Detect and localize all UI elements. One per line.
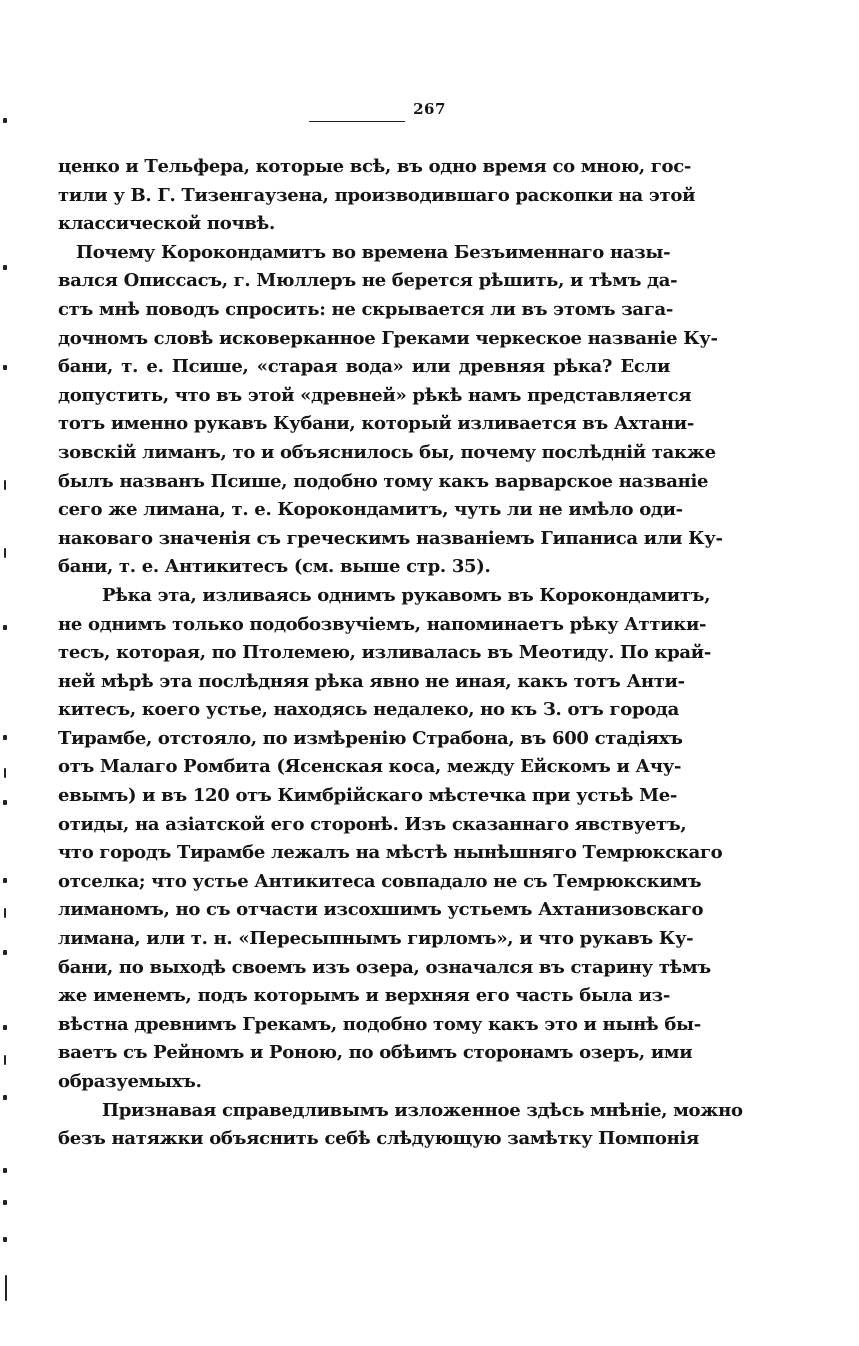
margin-speck bbox=[3, 1025, 7, 1030]
text-line: ценко и Тельфера, которые всѣ, въ одно время со мною, гос- bbox=[58, 156, 692, 177]
text-line: лимана, или т. н. «Пересыпнымъ гирломъ», и что рукавъ Ку- bbox=[58, 928, 694, 950]
margin-speck bbox=[5, 1275, 7, 1301]
text-line: Признавая справедливымъ изложенное здѣсь мнѣніе, можно bbox=[102, 1099, 743, 1121]
text-line: дочномъ словѣ исковерканное Греками черкеское названіе Ку- bbox=[58, 327, 718, 349]
text-line: ваетъ съ Рейномъ и Роною, по обѣимъ сторонамъ озеръ, ими bbox=[58, 1042, 693, 1064]
margin-speck bbox=[4, 1055, 6, 1065]
text-line: тесъ, которая, по Птолемею, изливалась въ Меотиду. По край- bbox=[58, 642, 711, 664]
text-line: тотъ именно рукавъ Кубани, который изливается въ Ахтани- bbox=[58, 413, 694, 435]
text-line: бани, т. е. Антикитесъ (см. выше стр. 35). bbox=[58, 556, 491, 578]
margin-speck bbox=[4, 548, 6, 558]
text-line: безъ натяжки объяснить себѣ слѣдующую замѣтку Помпонія bbox=[58, 1128, 700, 1150]
margin-speck bbox=[4, 768, 6, 778]
text-line: отселка; что устье Антикитеса совпадало не съ Темрюкскимъ bbox=[58, 870, 702, 892]
text-line: отиды, на азіатской его сторонѣ. Изъ сказаннаго явствуетъ, bbox=[58, 813, 687, 835]
margin-speck bbox=[3, 1237, 7, 1242]
text-line: Почему Корокондамитъ во времена Безъименнаго назы- bbox=[76, 241, 671, 263]
text-line: лиманомъ, но съ отчасти изсохшимъ устьемъ Ахтанизовскаго bbox=[58, 899, 704, 921]
margin-speck bbox=[4, 480, 6, 490]
margin-speck bbox=[3, 735, 7, 740]
text-line: вѣстна древнимъ Грекамъ, подобно тому какъ это и нынѣ бы- bbox=[58, 1013, 701, 1035]
text-line: что городъ Тирамбе лежалъ на мѣстѣ нынѣшняго Темрюкскаго bbox=[58, 842, 723, 864]
text-line: стъ мнѣ поводъ спросить: не скрывается ли въ этомъ зага- bbox=[58, 298, 674, 320]
margin-speck bbox=[3, 1095, 7, 1100]
text-line: вался Описсасъ, г. Мюллеръ не берется рѣшить, и тѣмъ да- bbox=[58, 270, 678, 292]
text-line: зовскій лиманъ, то и объяснилось бы, почему послѣдній также bbox=[58, 441, 716, 463]
text-line: Тирамбе, отстояло, по измѣренію Страбона, въ 600 стадіяхъ bbox=[58, 727, 683, 749]
text-line: былъ названъ Псише, подобно тому какъ варварское названіе bbox=[58, 470, 709, 492]
text-line: Рѣка эта, изливаясь однимъ рукавомъ въ Корокондамитъ, bbox=[102, 584, 711, 606]
text-line: образуемыхъ. bbox=[58, 1071, 202, 1092]
margin-speck bbox=[3, 1200, 7, 1205]
text-line: отъ Малаго Ромбита (Ясенская коса, между Ейскомъ и Ачу- bbox=[58, 756, 682, 778]
margin-speck bbox=[3, 265, 7, 270]
page-number: 267 bbox=[413, 100, 446, 118]
margin-speck bbox=[3, 118, 7, 123]
text-line: допустить, что въ этой «древней» рѣкѣ намъ представляется bbox=[58, 384, 692, 406]
text-line: бани, по выходѣ своемъ изъ озера, означался въ старину тѣмъ bbox=[58, 956, 711, 978]
margin-speck bbox=[3, 800, 7, 805]
text-line: наковаго значенія съ греческимъ названіемъ Гипаниса или Ку- bbox=[58, 527, 723, 549]
text-line: же именемъ, подъ которымъ и верхняя его часть была из- bbox=[58, 985, 670, 1007]
page-number-rule bbox=[309, 121, 405, 122]
margin-speck bbox=[4, 908, 6, 918]
margin-marks bbox=[0, 0, 14, 1346]
margin-speck bbox=[3, 1168, 7, 1173]
margin-speck bbox=[3, 950, 7, 955]
text-line: сего же лимана, т. е. Корокондамитъ, чуть ли не имѣло оди- bbox=[58, 499, 683, 521]
text-line: евымъ) и въ 120 отъ Кимбрійскаго мѣстечка при устьѣ Ме- bbox=[58, 785, 678, 807]
text-line: бани, т. е. Псише, «старая вода» или древняя рѣка? Если bbox=[58, 356, 670, 378]
text-line: китесъ, коего устье, находясь недалеко, но къ З. отъ города bbox=[58, 699, 679, 721]
margin-speck bbox=[3, 625, 7, 630]
text-line: тили у В. Г. Тизенгаузена, производившаго раскопки на этой bbox=[58, 184, 696, 206]
margin-speck bbox=[3, 365, 7, 370]
body-text bbox=[58, 153, 743, 1154]
text-line: классической почвѣ. bbox=[58, 213, 275, 235]
margin-speck bbox=[3, 878, 7, 883]
text-line: ней мѣрѣ эта послѣдняя рѣка явно не иная, какъ тотъ Анти- bbox=[58, 670, 685, 692]
text-line: не однимъ только подобозвучіемъ, напоминаетъ рѣку Аттики- bbox=[58, 613, 707, 635]
